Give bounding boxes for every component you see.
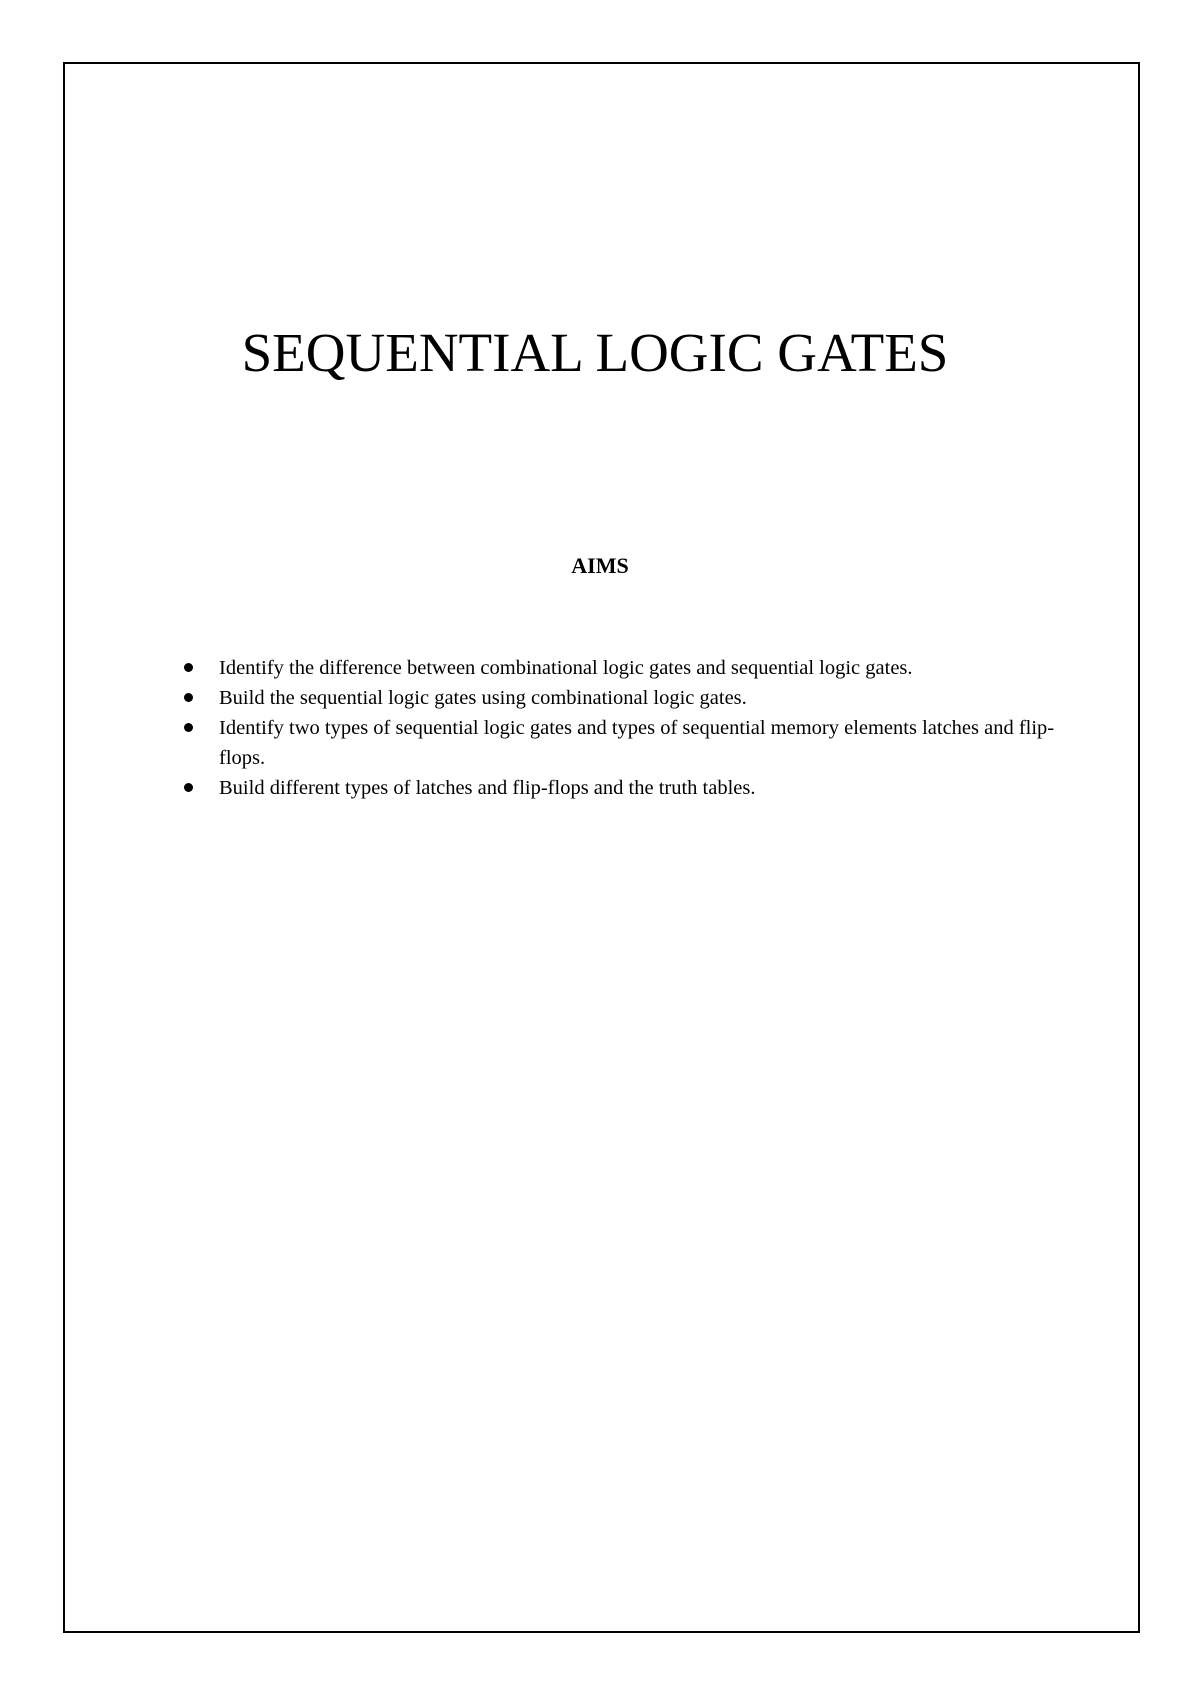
bullet-icon bbox=[184, 663, 193, 672]
bullet-icon bbox=[184, 783, 193, 792]
aims-item-text: Identify the difference between combinational logic gates and sequential logic gates. bbox=[219, 657, 913, 679]
aims-list bbox=[182, 653, 1062, 803]
bullet-icon bbox=[184, 693, 193, 702]
aims-list-item bbox=[182, 773, 1062, 803]
aims-list-item bbox=[182, 653, 1062, 683]
aims-heading: AIMS bbox=[571, 553, 629, 578]
page-border bbox=[63, 62, 1140, 1633]
bullet-icon bbox=[184, 723, 193, 732]
document-title: SEQUENTIAL LOGIC GATES bbox=[241, 322, 949, 383]
aims-list-item bbox=[182, 683, 1062, 713]
aims-item-text: Identify two types of sequential logic gates and types of sequential memory elements latches and flip-flops. bbox=[219, 717, 1055, 769]
aims-list-item bbox=[182, 713, 1062, 773]
aims-item-text: Build different types of latches and flip-flops and the truth tables. bbox=[219, 777, 756, 799]
aims-item-text: Build the sequential logic gates using combinational logic gates. bbox=[219, 687, 747, 709]
